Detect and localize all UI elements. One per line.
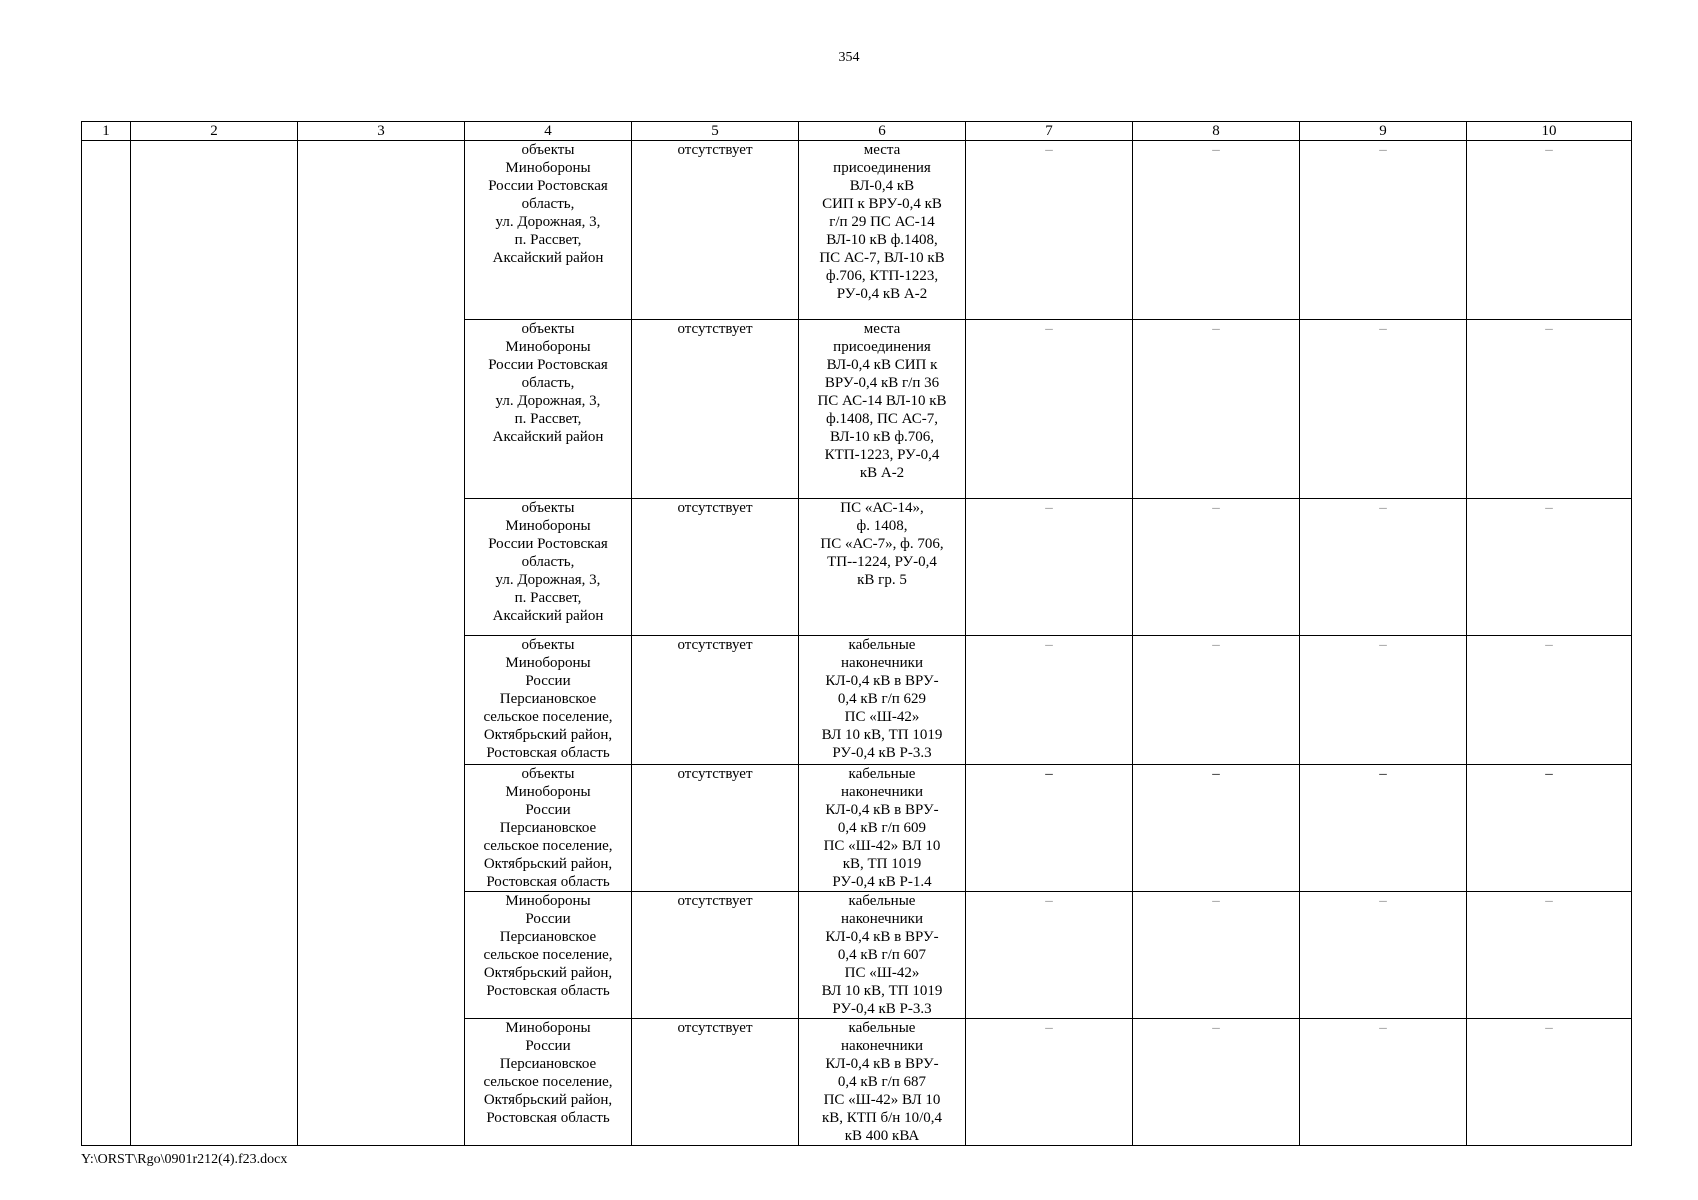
cell-col10: – [1467,141,1632,320]
cell-col9: – [1300,636,1467,765]
cell-col9: – [1300,1019,1467,1146]
cell-col8: – [1133,636,1300,765]
cell-col9: – [1300,892,1467,1019]
page-number: 354 [838,50,860,65]
cell-object: объекты Минобороны России Ростовская область, ул. Дорожная, 3, п. Рассвет, Аксайский район [465,320,632,499]
cell-col8: – [1133,892,1300,1019]
cell-col8: – [1133,1019,1300,1146]
column-header: 3 [298,122,465,141]
cell-col7: – [966,892,1133,1019]
cell-col2-merged [131,141,298,1146]
cell-connection: ПС «АС-14», ф. 1408, ПС «АС-7», ф. 706, ТП--1224, РУ-0,4 кВ гр. 5 [799,499,966,636]
cell-object: Минобороны России Персиановское сельское поселение, Октябрьский район, Ростовская область [465,892,632,1019]
cell-col10: – [1467,499,1632,636]
column-header: 10 [1467,122,1632,141]
cell-object: объекты Минобороны России Ростовская область, ул. Дорожная, 3, п. Рассвет, Аксайский район [465,499,632,636]
footer-file-path: Y:\ORST\Rgo\0901r212(4).f23.docx [81,1152,288,1167]
cell-object: Минобороны России Персиановское сельское поселение, Октябрьский район, Ростовская область [465,1019,632,1146]
cell-col10: – [1467,765,1632,892]
cell-status: отсутствует [632,141,799,320]
table-row [82,141,1632,320]
cell-connection: кабельные наконечники КЛ-0,4 кВ в ВРУ- 0,4 кВ г/п 609 ПС «Ш-42» ВЛ 10 кВ, ТП 1019 РУ-0,4 кВ Р-1.4 [799,765,966,892]
cell-object: объекты Минобороны России Персиановское сельское поселение, Октябрьский район, Ростовская область [465,765,632,892]
cell-col8: – [1133,499,1300,636]
cell-col3-merged [298,141,465,1146]
cell-col7: – [966,320,1133,499]
cell-connection: кабельные наконечники КЛ-0,4 кВ в ВРУ- 0,4 кВ г/п 687 ПС «Ш-42» ВЛ 10 кВ, КТП б/н 10/0,4 кВ 400 кВА [799,1019,966,1146]
cell-col7: – [966,765,1133,892]
cell-status: отсутствует [632,499,799,636]
column-header: 5 [632,122,799,141]
column-header: 8 [1133,122,1300,141]
cell-status: отсутствует [632,765,799,892]
cell-col8: – [1133,141,1300,320]
cell-col10: – [1467,320,1632,499]
cell-col10: – [1467,892,1632,1019]
cell-col8: – [1133,320,1300,499]
cell-col7: – [966,1019,1133,1146]
cell-connection: места присоединения ВЛ-0,4 кВ СИП к ВРУ-0,4 кВ г/п 29 ПС АС-14 ВЛ-10 кВ ф.1408, ПС АС-7, ВЛ-10 кВ ф.706, КТП-1223, РУ-0,4 кВ А-2 [799,141,966,320]
column-header: 2 [131,122,298,141]
cell-status: отсутствует [632,636,799,765]
cell-status: отсутствует [632,320,799,499]
column-header: 7 [966,122,1133,141]
cell-col9: – [1300,765,1467,892]
cell-connection: места присоединения ВЛ-0,4 кВ СИП к ВРУ-0,4 кВ г/п 36 ПС АС-14 ВЛ-10 кВ ф.1408, ПС АС-7, ВЛ-10 кВ ф.706, КТП-1223, РУ-0,4 кВ А-2 [799,320,966,499]
column-header: 6 [799,122,966,141]
cell-col10: – [1467,1019,1632,1146]
cell-col7: – [966,636,1133,765]
cell-status: отсутствует [632,1019,799,1146]
cell-col1-merged [82,141,131,1146]
cell-col9: – [1300,141,1467,320]
cell-connection: кабельные наконечники КЛ-0,4 кВ в ВРУ- 0,4 кВ г/п 629 ПС «Ш-42» ВЛ 10 кВ, ТП 1019 РУ-0,4 кВ Р-3.3 [799,636,966,765]
cell-col10: – [1467,636,1632,765]
cell-col9: – [1300,499,1467,636]
data-table [81,121,1632,1146]
column-header: 9 [1300,122,1467,141]
column-header: 1 [82,122,131,141]
cell-object: объекты Минобороны России Персиановское сельское поселение, Октябрьский район, Ростовская область [465,636,632,765]
cell-col8: – [1133,765,1300,892]
cell-connection: кабельные наконечники КЛ-0,4 кВ в ВРУ- 0,4 кВ г/п 607 ПС «Ш-42» ВЛ 10 кВ, ТП 1019 РУ-0,4 кВ Р-3.3 [799,892,966,1019]
cell-col7: – [966,499,1133,636]
column-header: 4 [465,122,632,141]
cell-status: отсутствует [632,892,799,1019]
table-header-row [82,122,1632,141]
cell-col9: – [1300,320,1467,499]
cell-col7: – [966,141,1133,320]
cell-object: объекты Минобороны России Ростовская область, ул. Дорожная, 3, п. Рассвет, Аксайский район [465,141,632,320]
